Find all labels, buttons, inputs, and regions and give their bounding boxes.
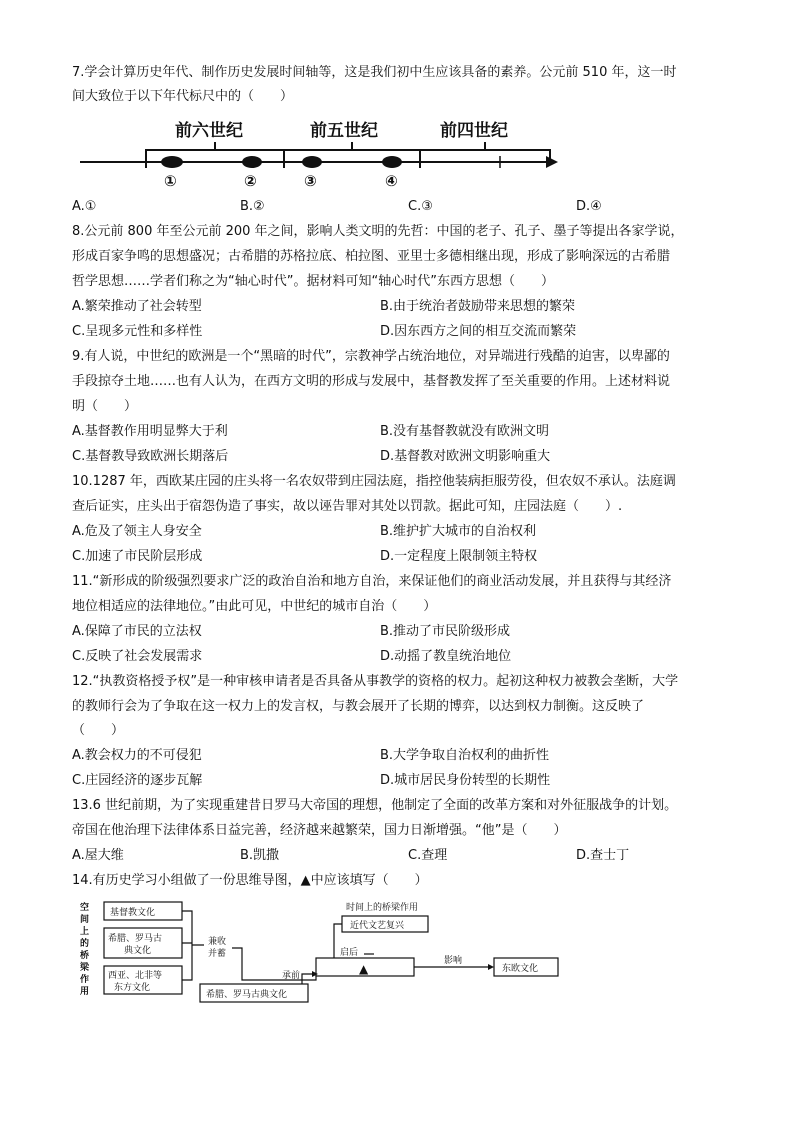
timeline-label-5c: 前五世纪: [310, 121, 378, 141]
q12-stem-line1: 12.“执教资格授予权”是一种审核申请者是否具备从事教学的资格的权力。起初这种权力被教会垄断，大学: [72, 674, 679, 689]
q12-option-b[interactable]: B.大学争取自治权利的曲折性: [380, 748, 550, 763]
svg-text:希腊、罗马古: 希腊、罗马古: [108, 934, 163, 944]
svg-text:典文化: 典文化: [124, 946, 152, 956]
side-title-char-3: 的: [80, 939, 90, 949]
q7-option-d[interactable]: D.④: [576, 199, 602, 214]
q10-option-d[interactable]: D.一定程度上限制领主特权: [380, 549, 538, 564]
side-title-char-5: 梁: [80, 963, 90, 973]
q13-option-a[interactable]: A.屋大维: [72, 848, 124, 863]
q10-option-c[interactable]: C.加速了市民阶层形成: [72, 549, 203, 564]
q12-option-c[interactable]: C.庄园经济的逐步瓦解: [72, 773, 203, 788]
q8-option-d[interactable]: D.因东西方之间的相互交流而繁荣: [380, 324, 577, 339]
side-title-char-4: 桥: [80, 951, 90, 961]
absorb-text-1: 兼收: [208, 937, 227, 947]
q10-option-a[interactable]: A.危及了领主人身安全: [72, 524, 202, 539]
timeline-marker-3: ③: [304, 172, 317, 190]
q8-option-b[interactable]: B.由于统治者鼓励带来思想的繁荣: [380, 299, 576, 314]
inherit-label: 承前: [282, 971, 301, 981]
q12-option-a[interactable]: A.教会权力的不可侵犯: [72, 748, 202, 763]
q11-option-c[interactable]: C.反映了社会发展需求: [72, 649, 203, 664]
timeline-dot-1: [161, 156, 183, 168]
q14-stem-line1: 14.有历史学习小组做了一份思维导图，▲中应该填写（ ）: [72, 873, 428, 888]
q8-stem-line3: 哲学思想……学者们称之为“轴心时代”。据材料可知“轴心时代”东西方思想（ ）: [72, 274, 554, 289]
svg-text:近代文艺复兴: 近代文艺复兴: [350, 921, 405, 931]
q14-mindmap: [74, 898, 568, 1008]
q10-stem-line1: 10.1287 年，西欧某庄园的庄头将一名农奴带到庄园法庭，指控他装病拒服劳役，但农奴不承认。法庭调: [72, 474, 676, 489]
svg-text:东欧文化: 东欧文化: [502, 964, 539, 974]
svg-text:希腊、罗马古典文化: 希腊、罗马古典文化: [206, 990, 288, 1000]
svg-text:基督教文化: 基督教文化: [110, 908, 156, 918]
q11-stem-line2: 地位相适应的法律地位。”由此可见，中世纪的城市自治（ ）: [72, 599, 437, 614]
q9-option-b[interactable]: B.没有基督教就没有欧洲文明: [380, 424, 550, 439]
q13-option-b[interactable]: B.凯撒: [240, 848, 280, 863]
q13-option-c[interactable]: C.查理: [408, 848, 448, 863]
q13-stem-line2: 帝国在他治理下法律体系日益完善，经济越来越繁荣，国力日渐增强。“他”是（ ）: [72, 823, 567, 838]
q10-option-b[interactable]: B.维护扩大城市的自治权利: [380, 524, 537, 539]
timeline-marker-4: ④: [385, 172, 398, 190]
q7-stem-line2: 间大致位于以下年代标尺中的（ ）: [72, 89, 294, 104]
q9-stem-line1: 9.有人说，中世纪的欧洲是一个“黑暗的时代”，宗教神学占统治地位，对异端进行残酷的迫害，以卑鄙的: [72, 349, 670, 364]
svg-text:西亚、北非等: 西亚、北非等: [108, 971, 163, 981]
q8-stem-line2: 形成百家争鸣的思想盛况；古希腊的苏格拉底、柏拉图、亚里士多德相继出现，形成了影响深远的古希腊: [72, 249, 671, 264]
q8-stem-line1: 8.公元前 800 年至公元前 200 年之间，影响人类文明的先哲：中国的老子、孔子、墨子等提出各家学说，: [72, 224, 684, 239]
inspire-label: 启后: [340, 948, 359, 958]
timeline-dot-3: [302, 156, 322, 168]
q9-stem-line2: 手段掠夺土地……也有人认为，在西方文明的形成与发展中，基督教发挥了至关重要的作用。上述材料说: [72, 374, 671, 389]
timeline-label-6c: 前六世纪: [175, 121, 243, 141]
q9-option-a[interactable]: A.基督教作用明显弊大于利: [72, 424, 228, 439]
time-title: 时间上的桥梁作用: [346, 903, 419, 913]
q7-option-c[interactable]: C.③: [408, 199, 433, 214]
absorb-text-2: 并蓄: [208, 949, 227, 959]
q8-option-c[interactable]: C.呈现多元性和多样性: [72, 324, 203, 339]
q8-option-a[interactable]: A.繁荣推动了社会转型: [72, 299, 202, 314]
q7-stem-line1: 7.学会计算历史年代、制作历史发展时间轴等，这是我们初中生应该具备的素养。公元前 510 年，这一时: [72, 65, 677, 80]
q12-option-d[interactable]: D.城市居民身份转型的长期性: [380, 773, 551, 788]
q10-stem-line2: 查后证实，庄头出于宿怨伪造了事实，故以诬告罪对其处以罚款。据此可知，庄园法庭（ ）.: [72, 499, 623, 514]
side-title-char-6: 作: [80, 975, 90, 985]
timeline-dot-4: [382, 156, 402, 168]
timeline-marker-2: ②: [244, 172, 257, 190]
side-title-char-1: 间: [80, 915, 90, 925]
triangle-marker: ▲: [359, 962, 369, 976]
q13-stem-line1: 13.6 世纪前期，为了实现重建昔日罗马大帝国的理想，他制定了全面的改革方案和对外征服战争的计划。: [72, 798, 678, 813]
side-title-char-7: 用: [80, 987, 90, 997]
q11-option-a[interactable]: A.保障了市民的立法权: [72, 624, 202, 639]
svg-text:东方文化: 东方文化: [114, 983, 151, 993]
q12-stem-line2: 的教师行会为了争取在这一权力上的发言权，与教会展开了长期的博弈，以达到权力制衡。这反映了: [72, 699, 645, 714]
q7-option-b[interactable]: B.②: [240, 199, 265, 214]
q7-timeline: [80, 112, 560, 196]
q11-option-d[interactable]: D.动摇了教皇统治地位: [380, 649, 512, 664]
q13-option-d[interactable]: D.查士丁: [576, 848, 630, 863]
timeline-label-4c: 前四世纪: [440, 121, 508, 141]
q11-stem-line1: 11.“新形成的阶级强烈要求广泛的政治自治和地方自治，来保证他们的商业活动发展，并且获得与其经济: [72, 574, 672, 589]
timeline-dot-2: [242, 156, 262, 168]
q9-stem-line3: 明（ ）: [72, 399, 138, 414]
q12-stem-line3: （ ）: [72, 723, 125, 738]
timeline-marker-1: ①: [164, 172, 177, 190]
side-title-char-2: 上: [80, 927, 90, 937]
q11-option-b[interactable]: B.推动了市民阶级形成: [380, 624, 511, 639]
influence-label: 影响: [444, 956, 463, 966]
q9-option-c[interactable]: C.基督教导致欧洲长期落后: [72, 449, 229, 464]
q9-option-d[interactable]: D.基督教对欧洲文明影响重大: [380, 449, 551, 464]
side-title-char-0: 空: [80, 903, 90, 913]
q7-option-a[interactable]: A.①: [72, 199, 97, 214]
